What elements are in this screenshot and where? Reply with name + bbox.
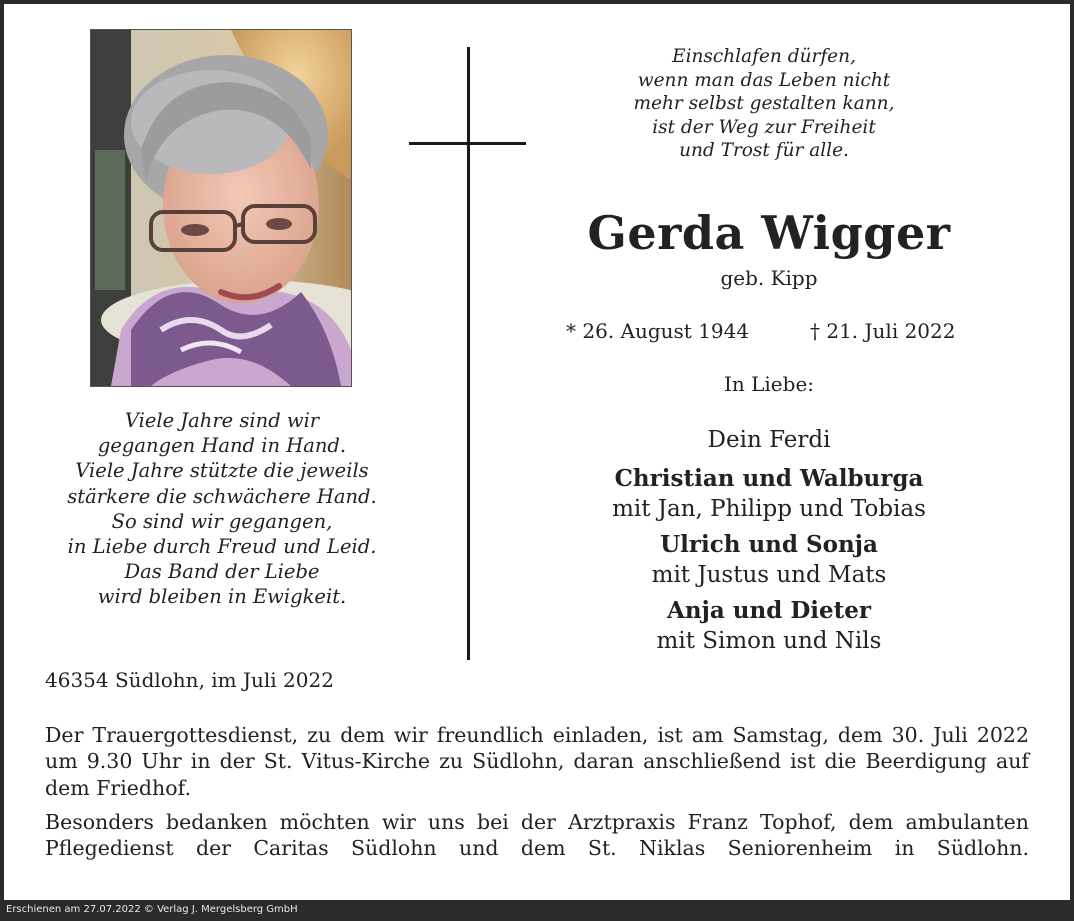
family-group-children: mit Jan, Philipp und Tobias	[612, 496, 926, 522]
poem-line: und Trost für alle.	[679, 140, 849, 161]
poem-line: mehr selbst gestalten kann,	[633, 93, 895, 114]
family-group	[519, 596, 1019, 656]
poem-left	[34, 408, 410, 610]
birth-date: * 26. August 1944	[566, 319, 750, 343]
family-group-children: mit Simon und Nils	[656, 628, 882, 654]
portrait-photo	[90, 29, 352, 387]
birth-name: geb. Kipp	[720, 266, 818, 290]
death-date: † 21. Juli 2022	[810, 319, 956, 343]
poem-line: in Liebe durch Freud und Leid.	[67, 535, 377, 559]
obituary-notice	[4, 4, 1070, 900]
poem-line: ist der Weg zur Freiheit	[652, 116, 876, 138]
poem-line: Viele Jahre stützte die jeweils	[75, 459, 369, 483]
family-group	[519, 464, 1019, 524]
poem-line: So sind wir gegangen,	[111, 509, 333, 533]
family-group	[519, 530, 1019, 590]
cross-icon-beam	[409, 142, 526, 145]
family-group-children: mit Justus und Mats	[651, 562, 887, 588]
publication-footer: Erschienen am 27.07.2022 © Verlag J. Mergelsberg GmbH	[6, 904, 298, 915]
spouse: Dein Ferdi	[707, 427, 831, 453]
place-date: 46354 Südlohn, im Juli 2022	[45, 668, 334, 692]
poem-line: stärkere die schwächere Hand.	[67, 484, 377, 508]
poem-line: Viele Jahre sind wir	[124, 409, 320, 432]
family-list	[519, 424, 1019, 662]
thanks-text: Besonders bedanken möchten wir uns bei der Arztpraxis Franz Tophof, dem ambulanten Pflegedienst der Caritas Südlohn und dem St. Niklas Seniorenheim in Südlohn.	[45, 809, 1029, 861]
poem-line: wird bleiben in Ewigkeit.	[97, 585, 347, 609]
cross-icon	[467, 47, 470, 660]
funeral-service-text: Der Trauergottesdienst, zu dem wir freundlich einladen, ist am Samstag, dem 30. Juli 2022 um 9.30 Uhr in der St. Vitus-Kirche zu Südlohn, daran anschließend ist die Beerdigung auf dem Friedhof.	[45, 723, 1029, 800]
poem-line: Das Band der Liebe	[124, 560, 320, 584]
family-group-names: Ulrich und Sonja	[660, 531, 878, 558]
family-group-names: Christian und Walburga	[614, 465, 924, 492]
poem-line: wenn man das Leben nicht	[637, 69, 891, 91]
family-group-names: Anja und Dieter	[666, 597, 872, 624]
poem-line: Einschlafen dürfen,	[672, 46, 856, 67]
service-info	[45, 722, 1029, 861]
poem-top-right	[564, 45, 964, 163]
in-love-label: In Liebe:	[723, 372, 815, 396]
deceased-name: Gerda Wigger	[587, 206, 951, 260]
poem-line: gegangen Hand in Hand.	[97, 434, 347, 458]
